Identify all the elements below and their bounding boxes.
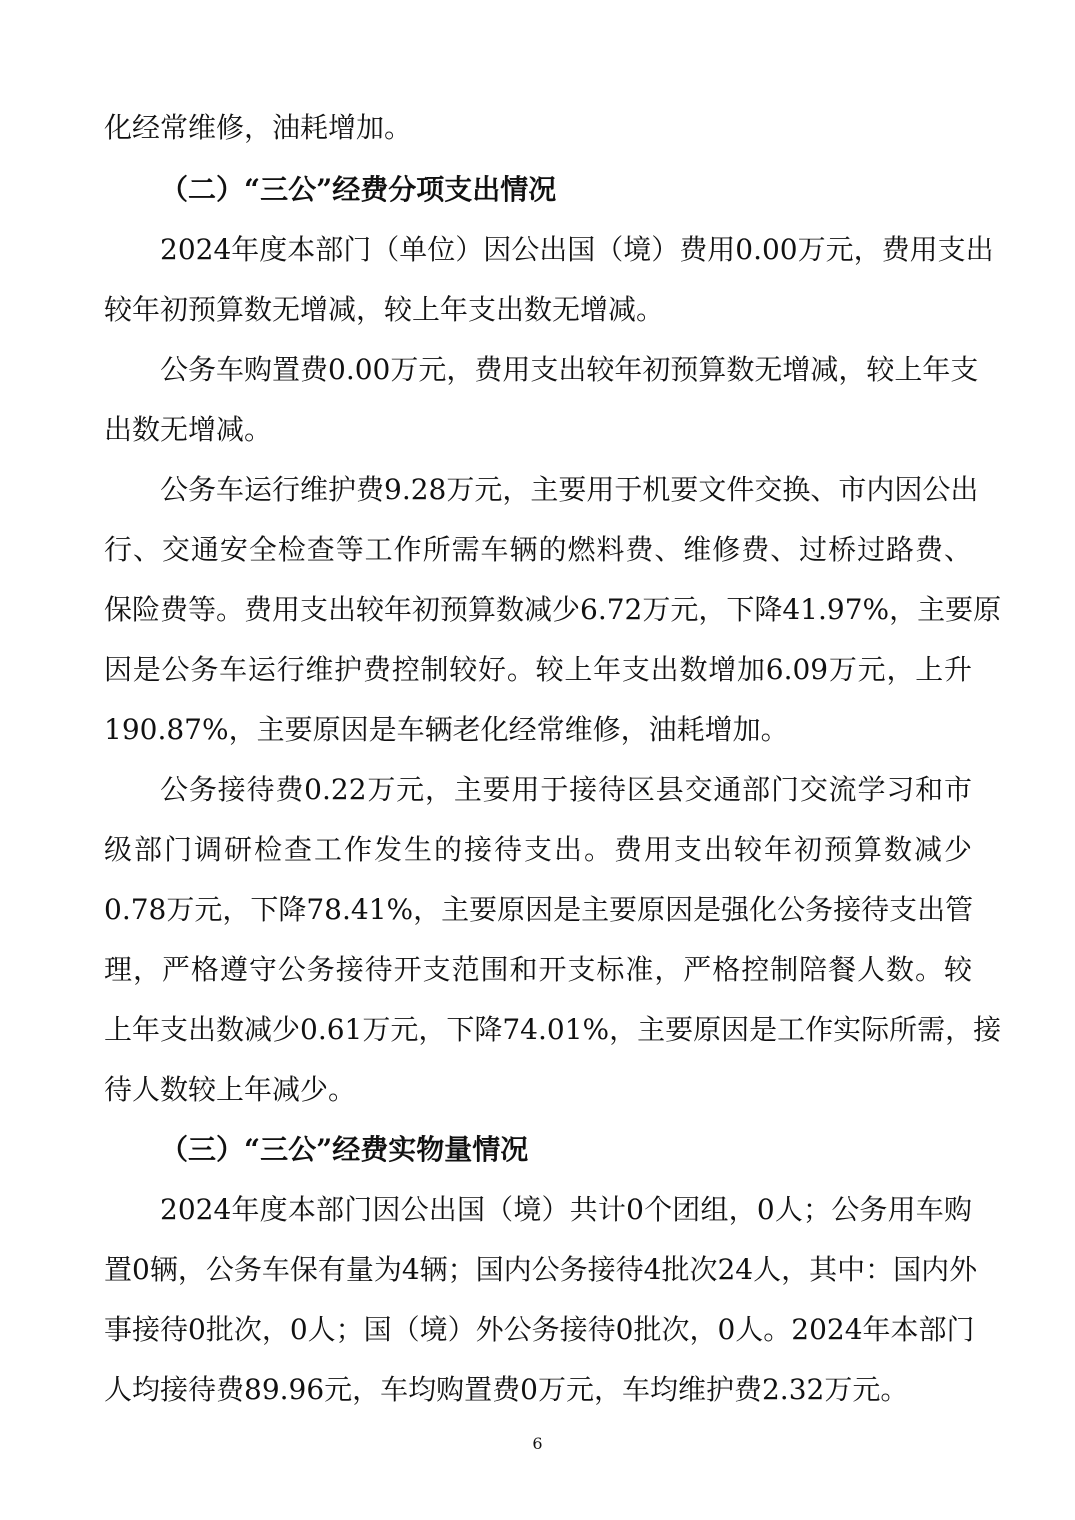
paragraph-line: 因是公务车运行维护费控制较好。较上年支出数增加6.09万元，上升: [104, 653, 972, 686]
paragraph-line: 待人数较上年减少。: [104, 1073, 357, 1106]
paragraph-line: 出数无增减。: [104, 413, 273, 446]
paragraph-line: 公务接待费0.22万元，主要用于接待区县交通部门交流学习和市: [160, 773, 972, 806]
section-heading-3: （三）“三公”经费实物量情况: [160, 1133, 529, 1166]
paragraph-line: 理，严格遵守公务接待开支范围和开支标准，严格控制陪餐人数。较: [104, 953, 972, 986]
paragraph-line: 人均接待费89.96元，车均购置费0万元，车均维护费2.32万元。: [104, 1373, 909, 1406]
paragraph-line: 级部门调研检查工作发生的接待支出。费用支出较年初预算数减少: [104, 833, 972, 866]
paragraph-line: 较年初预算数无增减，较上年支出数无增减。: [104, 293, 665, 326]
paragraph-line: 190.87%，主要原因是车辆老化经常维修，油耗增加。: [104, 713, 789, 746]
paragraph-line: 2024年度本部门因公出国（境）共计0个团组，0人；公务用车购: [160, 1193, 972, 1226]
paragraph-line: 上年支出数减少0.61万元，下降74.01%，主要原因是工作实际所需，接: [104, 1013, 1002, 1046]
paragraph-line: 置0辆，公务车保有量为4辆；国内公务接待4批次24人，其中：国内外: [104, 1253, 978, 1286]
paragraph-line: 公务车购置费0.00万元，费用支出较年初预算数无增减，较上年支: [160, 353, 979, 386]
paragraph-line: 0.78万元，下降78.41%，主要原因是主要原因是强化公务接待支出管: [104, 893, 974, 926]
paragraph-line: 2024年度本部门（单位）因公出国（境）费用0.00万元，费用支出: [160, 233, 994, 266]
paragraph-line: 行、交通安全检查等工作所需车辆的燃料费、维修费、过桥过路费、: [104, 533, 972, 566]
paragraph-line: 事接待0批次，0人；国（境）外公务接待0批次，0人。2024年本部门: [104, 1313, 975, 1346]
paragraph-line: 公务车运行维护费9.28万元，主要用于机要文件交换、市内因公出: [160, 473, 979, 506]
section-heading-2: （二）“三公”经费分项支出情况: [160, 173, 557, 206]
page-number: 6: [532, 1434, 543, 1453]
continuation-line: 化经常维修，油耗增加。: [104, 111, 413, 144]
paragraph-line: 保险费等。费用支出较年初预算数减少6.72万元，下降41.97%，主要原: [104, 593, 1002, 626]
